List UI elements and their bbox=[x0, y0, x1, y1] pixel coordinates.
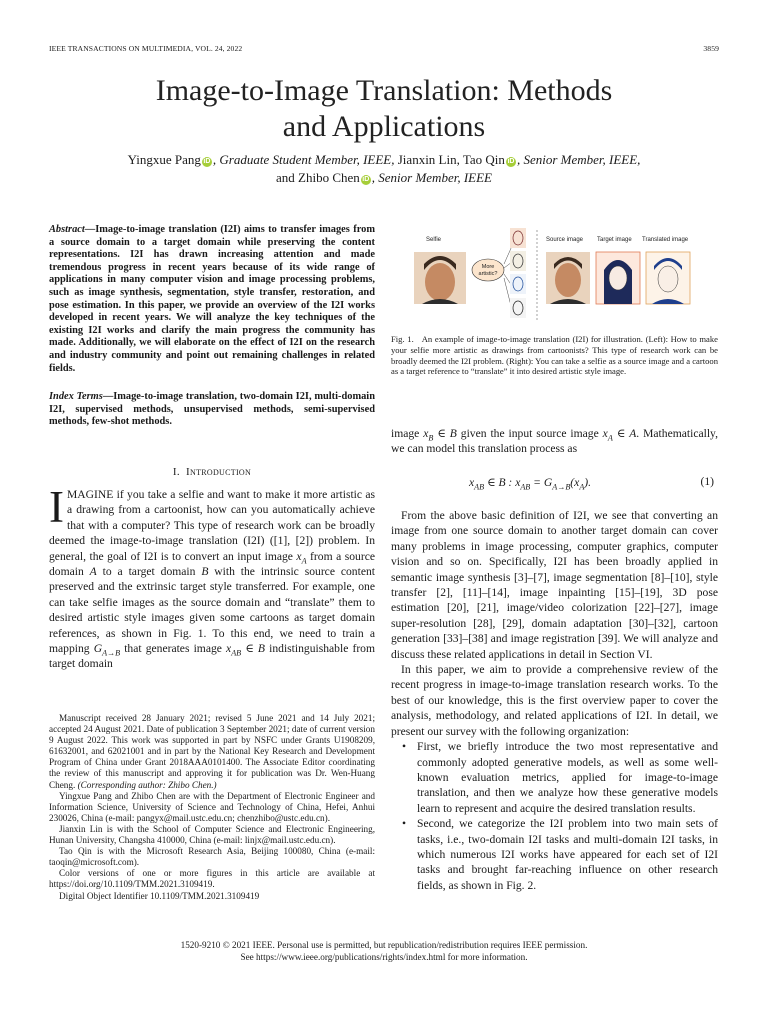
equation-number: (1) bbox=[700, 475, 714, 488]
footnote-color-versions: Color versions of one or more figures in this article are available at https://doi.org/10.1109/TMM.2021.3109419. bbox=[49, 868, 375, 890]
footnote-affiliation: Jianxin Lin is with the School of Computer Science and Electronic Engineering, Hunan University, Changsha 410000, China (e-mail: linjx@mail.ustc.edu.cn). bbox=[49, 823, 375, 846]
intro-text: from a source domain bbox=[49, 549, 375, 579]
bubble-line-2: artistic? bbox=[478, 271, 498, 277]
section-title-rest: ntroduction bbox=[190, 466, 252, 478]
intro-text: with the intrinsic source content preserved and the extrinsic target style transferred. For example, one can take selfie images as the source domain and “translate” them to desired artistic style images given some cartoons as target domain references, as shown in Fig. 1. To this end, we need to train a mapping bbox=[49, 565, 375, 656]
intro-lead-word: MAGINE bbox=[67, 488, 114, 501]
figure-1 bbox=[412, 224, 718, 332]
journal-header: IEEE TRANSACTIONS ON MULTIMEDIA, VOL. 24, 2022 bbox=[49, 44, 243, 53]
author-name: Yingxue Pang bbox=[127, 152, 201, 167]
intro-text: if you take a selfie and want to make it more artistic as a drawing from a cartoonist, how can you automatically achieve that with a computer? This type of research work can be broadly deemed the image-to-image translation (I2I) ([1], [2]) problem. In general, the goal of I2I is to convert an input image bbox=[49, 488, 375, 563]
drop-cap: I bbox=[49, 482, 64, 532]
right-column-lead: image $x_B$ ∈ B given the input source image $x_A$ ∈ A. Mathematically, we can model this translation process as bbox=[391, 427, 719, 456]
corresponding-author: (Corresponding author: Zhibo Chen.) bbox=[77, 779, 217, 790]
footnote-affiliation: Tao Qin is with the Microsoft Research Asia, Beijing 100080, China (e-mail: taoqin@microsoft.com). bbox=[49, 846, 375, 868]
abstract-label: Abstract bbox=[49, 224, 85, 235]
orcid-icon[interactable]: iD bbox=[362, 176, 370, 183]
intro-paragraph: IMAGINE if you take a selfie and want to make it more artistic as a drawing from a cartoonist, how can you automatically achieve that with a computer? This type of research work can be broadly deemed the image-to-image translation (I2I) ([1], [2]) problem. In general, the goal of I2I is to convert an input image $x_A$ from a source domain A to a target domain B with the intrinsic source content preserved and the extrinsic target style transferred. For example, one can take selfie images as the source domain and “translate” them to desired artistic style images given some cartoons as target domain references, as shown in Fig. 1. To this end, we need to train a mapping $G_{A\to B}$ that generates image $x_{AB}$ ∈ B indistinguishable from target domain bbox=[49, 482, 375, 671]
page-number: 3859 bbox=[703, 44, 719, 53]
math-var: $G_{A\to B}$ bbox=[93, 642, 121, 658]
index-terms bbox=[49, 391, 375, 429]
abstract-text: —Image-to-image translation (I2I) aims to transfer images from a source domain to a target domain while preserving the content representations. I2I has drawn increasing attention and made tremendous progress in recent years because of its wide range of applications in many computer vision and image processing problems, such as image synthesis, segmentation, style transfer, restoration, and pose estimation. In this paper, we provide an overview of the I2I works developed in recent years. We will analyze the key techniques of the existing I2I works and clarify the main progress the community has made. Additionally, we will elaborate on the effect of I2I on the research and industry community and point out remaining challenges in related fields. bbox=[49, 224, 375, 374]
section-title-initial: I bbox=[186, 466, 190, 478]
caption-text: An example of image-to-image translation (I2I) for illustration. (Left): How to make your selfie more artistic as drawings from cartoonists? This type of research work can be broadly deemed the I2I problem. (Right): You can take a selfie as a source image and a cartoon as a target reference to “translate” it into desired artistic style image. bbox=[391, 334, 718, 377]
target-image bbox=[596, 252, 640, 304]
section-heading-introduction bbox=[49, 466, 375, 478]
paragraph: From the above basic definition of I2I, we see that converting an image from one source domain to another target domain can cover many problems in image processing, computer graphics, computer vision and so on. Specifically, I2I has been broadly applied in semantic image synthesis [3]–[7], image segmentation [8]–[10], style transfer [2], [11]–[14], image inpainting [15]–[19], 3D pose estimation [20], [21], image/video colorization [22]–[27], image super-resolution [28], [29], domain adaptation [30]–[32], cartoon generation [33]–[38] and image registration [39]. We will analyze and discuss these related applications in detail in Section VI. bbox=[391, 509, 718, 661]
intro-text: indistinguishable from target domain bbox=[49, 642, 375, 671]
paragraph: In this paper, we aim to provide a comprehensive review of the recent progress in image-to-image translation research works. To the best of our knowledge, this is the first overview paper to cover the analysis, methodology, and related applications of I2I. In detail, we present our survey with the following organization: bbox=[391, 663, 718, 738]
abstract bbox=[49, 224, 375, 375]
intro-text: to a target domain bbox=[96, 565, 202, 579]
math-var: $x_A$ bbox=[296, 549, 307, 565]
caption-label: Fig. 1. bbox=[391, 334, 414, 344]
list-item: • Second, we categorize the I2I problem into two main sets of tasks, i.e., two-domain I2I tasks and multi-domain I2I tasks, in which numerous I2I works have appeared for each set of I2I tasks and brought far-reaching influence on other research fields, as shown in Fig. 2. bbox=[391, 816, 718, 893]
index-terms-text: —Image-to-image translation, two-domain I2I, multi-domain I2I, supervised methods, unsupervised methods, semi-supervised methods, few-shot methods. bbox=[49, 391, 375, 428]
copyright-line-2: See https://www.ieee.org/publications/rights/index.html for more information. bbox=[240, 952, 528, 963]
source-image bbox=[546, 252, 590, 304]
author-name: Jianxin Lin, Tao Qin bbox=[394, 152, 505, 167]
author-list bbox=[60, 151, 708, 187]
copyright-notice bbox=[0, 939, 768, 963]
equation-1 bbox=[391, 475, 718, 491]
index-terms-label: Index Terms bbox=[49, 391, 103, 402]
section-numeral: I. bbox=[172, 466, 180, 478]
footnote-affiliation: Yingxue Pang and Zhibo Chen are with the Department of Electronic Engineer and Information Science, University of Science and Technology of China, Hefei, Anhui 230026, China (e-mail: pangyx@mail.ustc.edu.cn; chenzhibo@ustc.edu.cn). bbox=[49, 790, 375, 823]
author-role: , Senior Member, IEEE bbox=[371, 170, 492, 185]
math-var: $x_{AB}$ bbox=[226, 642, 242, 658]
footnote-manuscript: Manuscript received 28 January 2021; revised 5 June 2021 and 14 July 2021; accepted 24 August 2021. Date of publication 3 September 2021; date of current version 9 August 2022. This work was supported in part by NSFC under Grants U1908209, 61632001, and 62021001 and in part by the National Key Research and Development Program of China under Grant 2018AAA0101400. The Associate Editor coordinating the review of this manuscript and approving it for publication was Dr. Wen-Huang Cheng. (Corresponding author: Zhibo Chen.) bbox=[49, 713, 375, 790]
intro-text: that generates image bbox=[120, 642, 227, 656]
title-line-1: Image-to-Image Translation: Methods bbox=[155, 74, 613, 107]
orcid-icon[interactable]: iD bbox=[507, 158, 515, 165]
figure-label-target: Target image bbox=[597, 237, 632, 243]
footnote bbox=[49, 713, 375, 902]
orcid-icon[interactable]: iD bbox=[203, 158, 211, 165]
paper-title bbox=[0, 73, 768, 145]
author-name: and Zhibo Chen bbox=[276, 170, 360, 185]
selfie-photo bbox=[414, 252, 466, 304]
figure-label-translated: Translated image bbox=[642, 237, 689, 243]
math-var: B bbox=[201, 565, 209, 579]
list-item: • First, we briefly introduce the two most representative and commonly adopted generative models, as well as some well-known evaluation metrics, applied for image-to-image translation, and then we analyze how these generative models learn to represent and acquire the desired translation results. bbox=[391, 739, 718, 816]
figure-label-source: Source image bbox=[546, 237, 584, 243]
speech-bubble bbox=[472, 259, 504, 281]
author-role: , Senior Member, IEEE, bbox=[516, 152, 641, 167]
author-role: , Graduate Student Member, IEEE, bbox=[212, 152, 395, 167]
figure-1-caption bbox=[391, 334, 718, 377]
translated-image bbox=[646, 252, 690, 304]
copyright-line-1: 1520-9210 © 2021 IEEE. Personal use is permitted, but republication/redistribution requires IEEE permission. bbox=[180, 940, 588, 950]
figure-label-selfie: Selfie bbox=[426, 237, 442, 243]
title-line-2: and Applications bbox=[282, 110, 486, 143]
equation-body: $x_{AB}$ ∈ B : $x_{AB} = G_{A\to B}(x_A)$. bbox=[469, 476, 592, 492]
footnote-doi: Digital Object Identifier 10.1109/TMM.2021.3109419 bbox=[59, 890, 260, 901]
math-var: A bbox=[89, 565, 97, 579]
bubble-line-1: More bbox=[481, 264, 495, 270]
organization-list bbox=[391, 739, 718, 893]
right-column-body bbox=[391, 508, 718, 893]
